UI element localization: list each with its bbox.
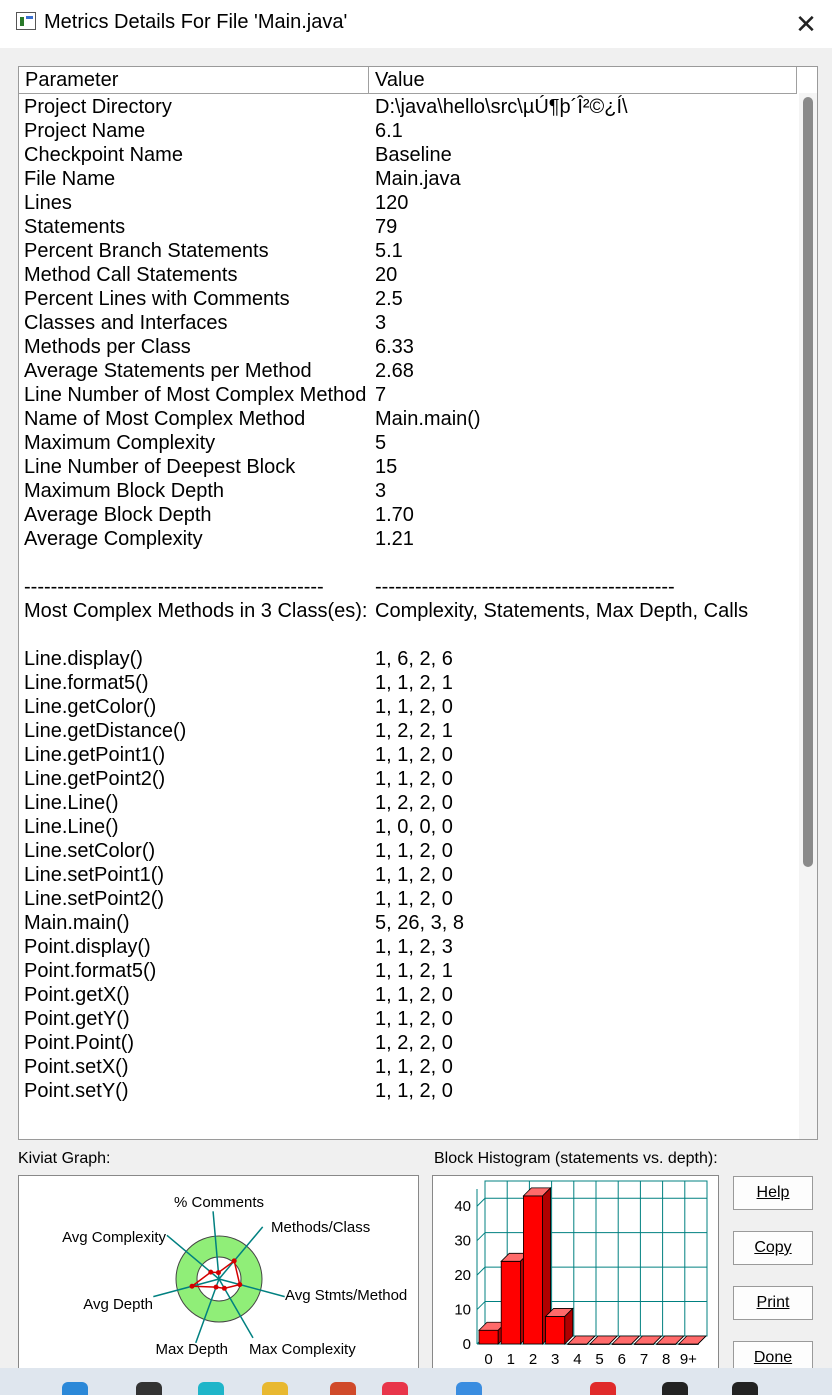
value-cell: 1, 1, 2, 0 xyxy=(375,744,453,766)
parameter-cell: Line.getColor() xyxy=(24,696,157,718)
value-cell: 1, 1, 2, 0 xyxy=(375,888,453,910)
print-button[interactable]: Print xyxy=(733,1286,813,1320)
parameter-cell: Line.format5() xyxy=(24,672,149,694)
table-row[interactable] xyxy=(19,311,797,335)
kiviat-svg xyxy=(19,1176,418,1374)
parameter-cell: Line Number of Most Complex Method xyxy=(24,384,367,406)
parameter-cell: Statements xyxy=(24,216,126,238)
parameter-cell: Line.getPoint2() xyxy=(24,768,166,790)
parameter-cell: Point.getX() xyxy=(24,984,130,1006)
table-row[interactable] xyxy=(19,239,797,263)
value-cell: 1, 1, 2, 0 xyxy=(375,864,453,886)
vertical-scrollbar[interactable] xyxy=(799,93,817,1139)
value-cell: 1, 1, 2, 0 xyxy=(375,1056,453,1078)
value-cell: 1, 2, 2, 1 xyxy=(375,720,453,742)
metrics-list[interactable] xyxy=(18,66,818,1140)
table-row[interactable] xyxy=(19,623,797,647)
parameter-cell: Percent Lines with Comments xyxy=(24,288,290,310)
histogram-bar xyxy=(501,1261,520,1344)
parameter-cell: Line.setPoint2() xyxy=(24,888,165,910)
table-row[interactable] xyxy=(19,863,797,887)
value-cell: 2.5 xyxy=(375,288,403,310)
parameter-cell: Classes and Interfaces xyxy=(24,312,228,334)
parameter-cell: Name of Most Complex Method xyxy=(24,408,306,430)
help-button[interactable]: Help xyxy=(733,1176,813,1210)
value-cell: 7 xyxy=(375,384,387,406)
kiviat-axis-label: Avg Complexity xyxy=(62,1229,166,1246)
value-cell: --------------------------------------------- xyxy=(375,576,675,598)
histogram-x-tick: 0 xyxy=(484,1351,493,1368)
parameter-cell: Average Block Depth xyxy=(24,504,212,526)
list-header xyxy=(19,67,797,94)
table-row[interactable] xyxy=(19,767,797,791)
value-cell: 1, 1, 2, 0 xyxy=(375,768,453,790)
value-cell: 1, 1, 2, 0 xyxy=(375,984,453,1006)
title-bar xyxy=(0,0,832,48)
value-cell: 6.1 xyxy=(375,120,403,142)
histogram-x-tick: 3 xyxy=(551,1351,560,1368)
parameter-cell: Lines xyxy=(24,192,72,214)
value-cell: Main.main() xyxy=(375,408,481,430)
done-button[interactable]: Done xyxy=(733,1341,813,1375)
table-row[interactable] xyxy=(19,815,797,839)
parameter-cell: Point.format5() xyxy=(24,960,157,982)
parameter-cell: Point.getY() xyxy=(24,1008,130,1030)
parameter-cell: Point.setY() xyxy=(24,1080,129,1102)
parameter-cell: Line.display() xyxy=(24,648,143,670)
parameter-cell: Most Complex Methods in 3 Class(es): xyxy=(24,600,368,622)
table-row[interactable] xyxy=(19,551,797,575)
table-row[interactable] xyxy=(19,911,797,935)
kiviat-point xyxy=(190,1284,195,1289)
parameter-cell: Line.getPoint1() xyxy=(24,744,166,766)
column-header-value[interactable]: Value xyxy=(369,67,797,93)
value-cell: 1, 1, 2, 0 xyxy=(375,1008,453,1030)
table-row[interactable] xyxy=(19,95,797,119)
app-icon[interactable] xyxy=(662,1382,688,1395)
table-row[interactable] xyxy=(19,191,797,215)
kiviat-graph xyxy=(18,1175,419,1375)
parameter-cell: Main.main() xyxy=(24,912,130,934)
table-row[interactable] xyxy=(19,287,797,311)
table-row[interactable] xyxy=(19,887,797,911)
histogram-y-tick: 30 xyxy=(454,1232,471,1250)
kiviat-point xyxy=(216,1270,221,1275)
parameter-cell: Line.setColor() xyxy=(24,840,156,862)
table-row[interactable] xyxy=(19,359,797,383)
histogram-x-tick: 4 xyxy=(573,1351,582,1368)
value-cell: 3 xyxy=(375,312,387,334)
value-cell: D:\java\hello\src\µÚ¶þ´Î²©¿Í\ xyxy=(375,96,628,118)
parameter-cell: Line Number of Deepest Block xyxy=(24,456,296,478)
value-cell: 6.33 xyxy=(375,336,414,358)
histogram-x-tick: 6 xyxy=(617,1351,626,1368)
histogram-y-tick: 10 xyxy=(454,1301,471,1319)
table-row[interactable] xyxy=(19,143,797,167)
value-cell: 1, 2, 2, 0 xyxy=(375,1032,453,1054)
table-row[interactable] xyxy=(19,1007,797,1031)
parameter-cell: Average Complexity xyxy=(24,528,203,550)
table-row[interactable] xyxy=(19,647,797,671)
kiviat-graph-label: Kiviat Graph: xyxy=(18,1150,111,1167)
folder-icon[interactable] xyxy=(262,1382,288,1395)
app-icon[interactable] xyxy=(330,1382,356,1395)
scrollbar-thumb[interactable] xyxy=(803,97,813,867)
windows-start-icon[interactable] xyxy=(62,1382,88,1395)
histogram-x-tick: 1 xyxy=(506,1351,515,1368)
table-row[interactable] xyxy=(19,407,797,431)
kiviat-axis-label: Avg Stmts/Method xyxy=(285,1287,408,1304)
table-row[interactable] xyxy=(19,983,797,1007)
table-row[interactable] xyxy=(19,263,797,287)
value-cell: 1.21 xyxy=(375,528,414,550)
parameter-cell: Maximum Block Depth xyxy=(24,480,225,502)
app-icon[interactable] xyxy=(590,1382,616,1395)
kiviat-point xyxy=(232,1258,237,1263)
histogram-gridline xyxy=(477,1267,485,1275)
histogram-x-tick: 5 xyxy=(595,1351,604,1368)
block-histogram-label: Block Histogram (statements vs. depth): xyxy=(434,1150,718,1167)
app-icon[interactable] xyxy=(732,1382,758,1395)
kiviat-axis-label: Avg Depth xyxy=(83,1296,153,1313)
table-row[interactable] xyxy=(19,743,797,767)
histogram-gridline xyxy=(477,1302,485,1310)
copy-button[interactable]: Copy xyxy=(733,1231,813,1265)
kiviat-point xyxy=(237,1282,242,1287)
parameter-cell: Average Statements per Method xyxy=(24,360,312,382)
parameter-cell: Line.Line() xyxy=(24,792,119,814)
value-cell: 1.70 xyxy=(375,504,414,526)
parameter-cell: Line.Line() xyxy=(24,816,119,838)
value-cell: Baseline xyxy=(375,144,452,166)
table-row[interactable] xyxy=(19,575,797,599)
histogram-x-tick: 9+ xyxy=(679,1351,697,1368)
histogram-bar xyxy=(546,1316,565,1344)
table-row[interactable] xyxy=(19,1031,797,1055)
table-row[interactable] xyxy=(19,335,797,359)
column-header-parameter[interactable]: Parameter xyxy=(19,67,369,93)
window-title: Metrics Details For File 'Main.java' xyxy=(44,11,348,33)
value-cell: Complexity, Statements, Max Depth, Calls xyxy=(375,600,749,622)
kiviat-point xyxy=(222,1286,227,1291)
parameter-cell: Project Directory xyxy=(24,96,172,118)
table-row[interactable] xyxy=(19,119,797,143)
parameter-cell: Percent Branch Statements xyxy=(24,240,269,262)
value-cell: 1, 1, 2, 0 xyxy=(375,1080,453,1102)
table-row[interactable] xyxy=(19,791,797,815)
histogram-x-tick: 2 xyxy=(528,1351,538,1368)
value-cell: 1, 1, 2, 0 xyxy=(375,696,453,718)
parameter-cell: Point.setX() xyxy=(24,1056,129,1078)
histogram-y-tick: 20 xyxy=(454,1267,471,1285)
parameter-cell: Maximum Complexity xyxy=(24,432,216,454)
search-icon[interactable] xyxy=(136,1382,162,1395)
parameter-cell: Project Name xyxy=(24,120,146,142)
parameter-cell: Checkpoint Name xyxy=(24,144,183,166)
kiviat-axis-label: Methods/Class xyxy=(271,1219,371,1236)
table-row[interactable] xyxy=(19,431,797,455)
value-cell: 3 xyxy=(375,480,387,502)
close-icon[interactable]: ✕ xyxy=(795,9,817,39)
value-cell: 5.1 xyxy=(375,240,403,262)
value-cell: 79 xyxy=(375,216,398,238)
value-cell: 2.68 xyxy=(375,360,414,382)
value-cell: 1, 6, 2, 6 xyxy=(375,648,453,670)
table-row[interactable] xyxy=(19,695,797,719)
parameter-cell: Line.getDistance() xyxy=(24,720,187,742)
value-cell: 15 xyxy=(375,456,398,478)
metrics-rows xyxy=(19,95,797,1103)
table-row[interactable] xyxy=(19,671,797,695)
histogram-y-tick: 0 xyxy=(462,1336,471,1353)
parameter-cell: Method Call Statements xyxy=(24,264,238,286)
table-row[interactable] xyxy=(19,527,797,551)
value-cell: 1, 1, 2, 1 xyxy=(375,672,453,694)
value-cell: 1, 2, 2, 0 xyxy=(375,792,453,814)
histogram-x-tick: 8 xyxy=(662,1351,671,1368)
table-row[interactable] xyxy=(19,1055,797,1079)
histogram-bar xyxy=(479,1330,498,1344)
parameter-cell: Line.setPoint1() xyxy=(24,864,165,886)
kiviat-point xyxy=(214,1285,219,1290)
value-cell: 120 xyxy=(375,192,409,214)
histogram-bar xyxy=(523,1196,542,1344)
histogram-x-tick: 7 xyxy=(639,1351,649,1368)
table-row[interactable] xyxy=(19,719,797,743)
value-cell: 1, 1, 2, 1 xyxy=(375,960,453,982)
metrics-app-icon xyxy=(16,12,36,30)
table-row[interactable] xyxy=(19,599,797,623)
histogram-y-tick: 40 xyxy=(454,1198,471,1216)
value-cell: 5, 26, 3, 8 xyxy=(375,912,464,934)
app-icon[interactable] xyxy=(382,1382,408,1395)
table-row[interactable] xyxy=(19,935,797,959)
histogram-gridline xyxy=(477,1198,485,1206)
table-row[interactable] xyxy=(19,383,797,407)
table-row[interactable] xyxy=(19,215,797,239)
table-row[interactable] xyxy=(19,479,797,503)
histogram-gridline xyxy=(477,1233,485,1241)
edge-browser-icon[interactable] xyxy=(198,1382,224,1395)
table-row[interactable] xyxy=(19,959,797,983)
value-cell: Main.java xyxy=(375,168,461,190)
parameter-cell: Methods per Class xyxy=(24,336,191,358)
parameter-cell: --------------------------------------------- xyxy=(24,576,324,598)
table-row[interactable] xyxy=(19,1079,797,1103)
value-cell: 1, 1, 2, 3 xyxy=(375,936,453,958)
value-cell: 20 xyxy=(375,264,398,286)
kiviat-axis-label: Max Depth xyxy=(155,1341,228,1358)
value-cell: 1, 0, 0, 0 xyxy=(375,816,453,838)
table-row[interactable] xyxy=(19,167,797,191)
histogram-svg xyxy=(433,1176,718,1374)
kiviat-axis-label: % Comments xyxy=(173,1194,265,1211)
table-row[interactable] xyxy=(19,455,797,479)
parameter-cell: Point.display() xyxy=(24,936,151,958)
kiviat-axis-label: Max Complexity xyxy=(249,1341,356,1358)
parameter-cell: Point.Point() xyxy=(24,1032,135,1054)
value-cell: 1, 1, 2, 0 xyxy=(375,840,453,862)
os-taskbar xyxy=(0,1368,832,1395)
value-cell: 5 xyxy=(375,432,387,454)
block-histogram xyxy=(432,1175,719,1375)
kiviat-point xyxy=(208,1270,213,1275)
table-row[interactable] xyxy=(19,503,797,527)
table-row[interactable] xyxy=(19,839,797,863)
parameter-cell: File Name xyxy=(24,168,116,190)
app-icon[interactable] xyxy=(456,1382,482,1395)
